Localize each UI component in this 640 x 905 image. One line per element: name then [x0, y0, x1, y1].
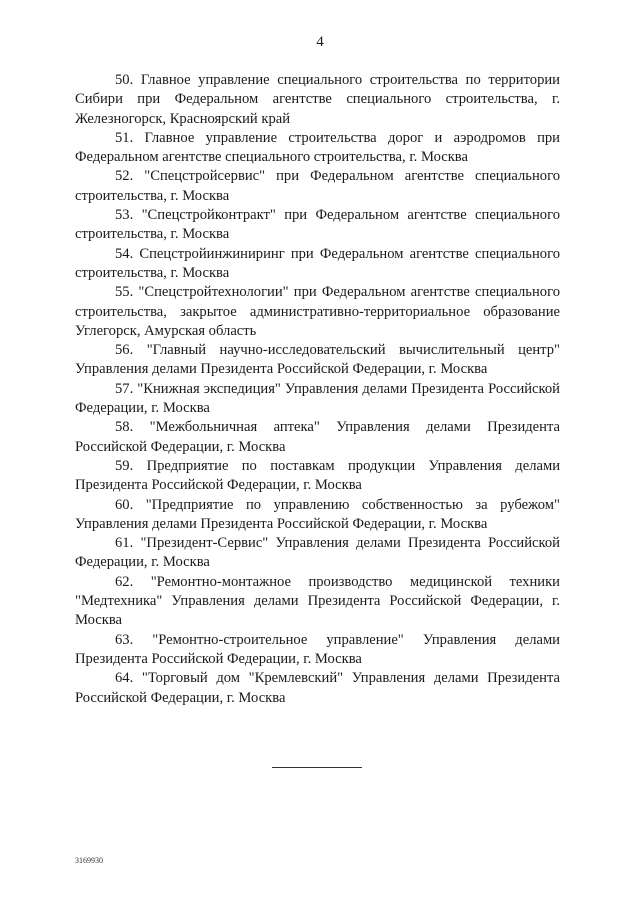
end-separator-line	[272, 767, 362, 768]
page-number: 4	[316, 34, 324, 50]
list-item-52: 52. "Спецстройсервис" при Федеральном агентстве специального строительства, г. Москва	[75, 168, 560, 204]
list-item-59: 59. Предприятие по поставкам продукции Управления делами Президента Российской Федерации, г. Москва	[75, 457, 560, 494]
document-code: 3169930	[75, 856, 103, 865]
list-item-60: 60. "Предприятие по управлению собственностью за рубежом" Управления делами Президента Российской Федерации, г. Москва	[75, 496, 560, 532]
list-item-58: 58. "Межбольничная аптека" Управления делами Президента Российской Федерации, г. Москва	[75, 419, 560, 455]
list-item-62: 62. "Ремонтно-монтажное производство медицинской техники "Медтехника" Управления делами Президента Российской Федерации, г. Москва	[75, 573, 560, 629]
list-item-53: 53. "Спецстройконтракт" при Федеральном агентстве специального строительства, г. Москва	[75, 207, 560, 243]
list-item-63: 63. "Ремонтно-строительное управление" Управления делами Президента Российской Федерации, г. Москва	[75, 631, 560, 667]
list-item-51: 51. Главное управление строительства дорог и аэродромов при Федеральном агентстве специального строительства, г. Москва	[75, 129, 560, 166]
list-item-50: 50. Главное управление специального строительства по территории Сибири при Федеральном агентстве специального строительства, г. Железногорск, Красноярский край	[75, 72, 560, 127]
list-item-57: 57. "Книжная экспедиция" Управления делами Президента Российской Федерации, г. Москва	[75, 380, 560, 417]
list-item-64: 64. "Торговый дом "Кремлевский" Управления делами Президента Российской Федерации, г. Москва	[75, 670, 560, 706]
list-item-56: 56. "Главный научно-исследовательский вычислительный центр" Управления делами Президента Российской Федерации, г. Москва	[75, 342, 560, 378]
list-item-61: 61. "Президент-Сервис" Управления делами Президента Российской Федерации, г. Москва	[75, 535, 560, 571]
list-item-55: 55. "Спецстройтехнологии" при Федеральном агентстве специального строительства, закрытое административно-территориальное образование Углегорск, Амурская область	[75, 284, 560, 339]
list-item-54: 54. Спецстройинжиниринг при Федеральном агентстве специального строительства, г. Москва	[75, 245, 560, 281]
document-body	[75, 71, 560, 708]
